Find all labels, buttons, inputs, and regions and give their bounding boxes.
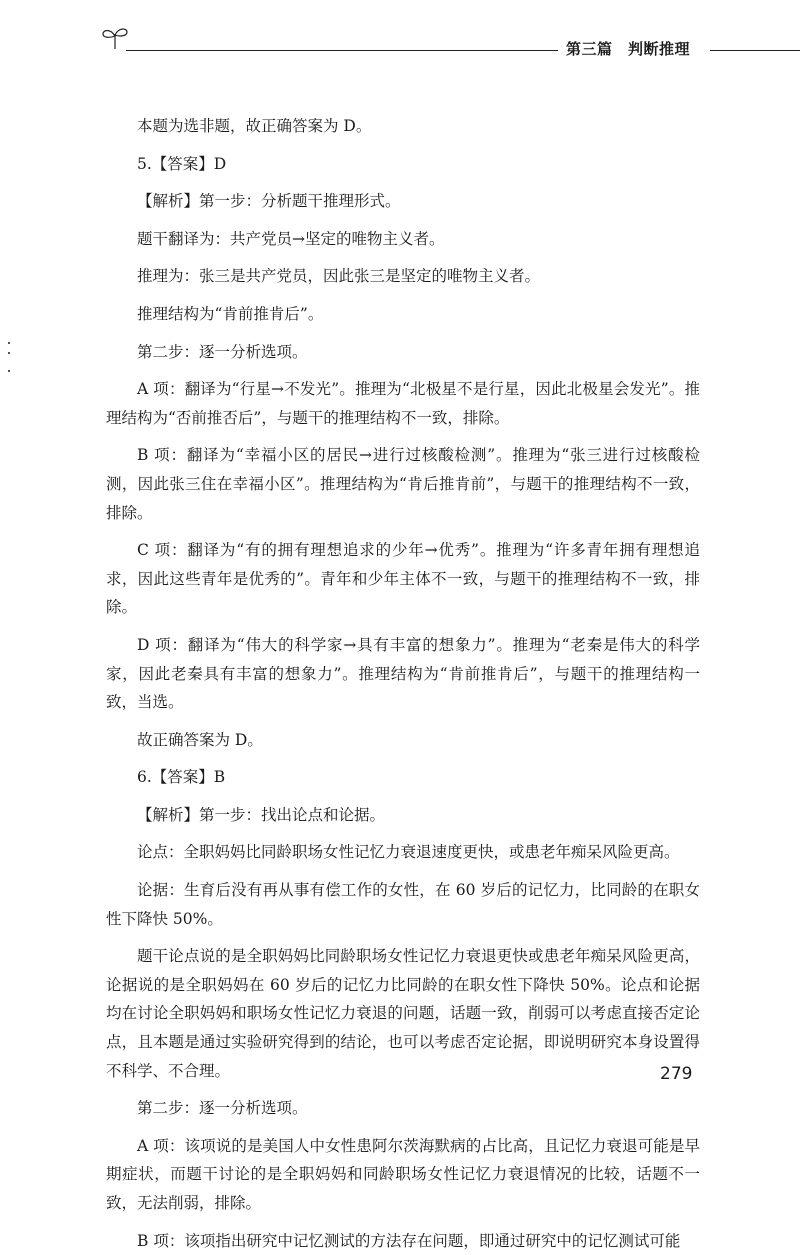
argument-evidence: 论据：生育后没有再从事有偿工作的女性，在 60 岁后的记忆力，比同龄的在职女性下降快 50%。: [106, 881, 700, 928]
page-number: 279: [660, 1064, 693, 1084]
header-rule-right: [710, 50, 800, 51]
option-analysis-a: A 项：该项说的是美国人中女性患阿尔茨海默病的占比高，且记忆力衰退可能是早期症状，而题干讨论的是全职妈妈和同龄职场女性记忆力衰退情况的比较，话题不一致，无法削弱，排除。: [106, 1136, 700, 1212]
argument-claim: 论点：全职妈妈比同龄职场女性记忆力衰退速度更快，或患老年痴呆风险更高。: [137, 843, 680, 862]
option-analysis-a: A 项：翻译为“行星→不发光”。推理为“北极星不是行星，因此北极星会发光”。推理结构为“否前推否后”，与题干的推理结构不一致，排除。: [106, 380, 700, 427]
paragraph: 本题为选非题，故正确答案为 D。: [137, 117, 372, 135]
header-rule-left: [126, 50, 558, 51]
analysis-step: 第二步：逐一分析选项。: [137, 1099, 308, 1118]
analysis-step: 【解析】第一步：分析题干推理形式。: [137, 192, 401, 211]
section-title: 第三篇 判断推理: [566, 40, 691, 58]
answer-heading: 5.【答案】D: [137, 154, 227, 173]
paragraph: 题干翻译为：共产党员→坚定的唯物主义者。: [137, 229, 445, 248]
paragraph: 故正确答案为 D。: [137, 730, 263, 749]
paragraph: 第二步：逐一分析选项。: [137, 342, 308, 361]
option-analysis-b: B 项：该项指出研究中记忆测试的方法存在问题，即通过研究中的记忆测试可能: [137, 1231, 681, 1250]
paragraph: 推理结构为“肯前推肯后”。: [137, 304, 324, 323]
page-body: [106, 112, 700, 1255]
analysis-step: 【解析】第一步：找出论点和论据。: [137, 805, 386, 824]
answer-heading: 6.【答案】B: [137, 768, 226, 787]
option-analysis-d: D 项：翻译为“伟大的科学家→具有丰富的想象力”。推理为“老秦是伟大的科学家，因此老秦具有丰富的想象力”。推理结构为“肯前推肯后”，与题干的推理结构一致，当选。: [106, 635, 700, 712]
option-analysis-b: B 项：翻译为“幸福小区的居民→进行过核酸检测”。推理为“张三进行过核酸检测，因此张三住在幸福小区”。推理结构为“肯后推肯前”，与题干的推理结构不一致，排除。: [106, 446, 700, 522]
paragraph: 推理为：张三是共产党员，因此张三是坚定的唯物主义者。: [137, 267, 541, 286]
scan-mark: [8, 370, 10, 372]
scan-mark: [8, 342, 10, 344]
paragraph: 题干论点说的是全职妈妈比同龄职场女性记忆力衰退更快或患老年痴呆风险更高，论据说的是全职妈妈在 60 岁后的记忆力比同龄的在职女性下降快 50%。论点和论据均在讨论全职妈妈和职场女性记忆力衰退的问题，话题一致，削弱可以考虑直接否定论点，且本题是通过实验研究得到的结论，也可以考虑否定论据，即说明研究本身设置得不科学、不合理。: [106, 947, 700, 1080]
option-analysis-c: C 项：翻译为“有的拥有理想追求的少年→优秀”。推理为“许多青年拥有理想追求，因此这些青年是优秀的”。青年和少年主体不一致，与题干的推理结构不一致，排除。: [106, 541, 700, 617]
leaf-sprout-icon: [100, 24, 130, 50]
page-header: [0, 0, 800, 70]
scan-mark: [8, 352, 10, 354]
